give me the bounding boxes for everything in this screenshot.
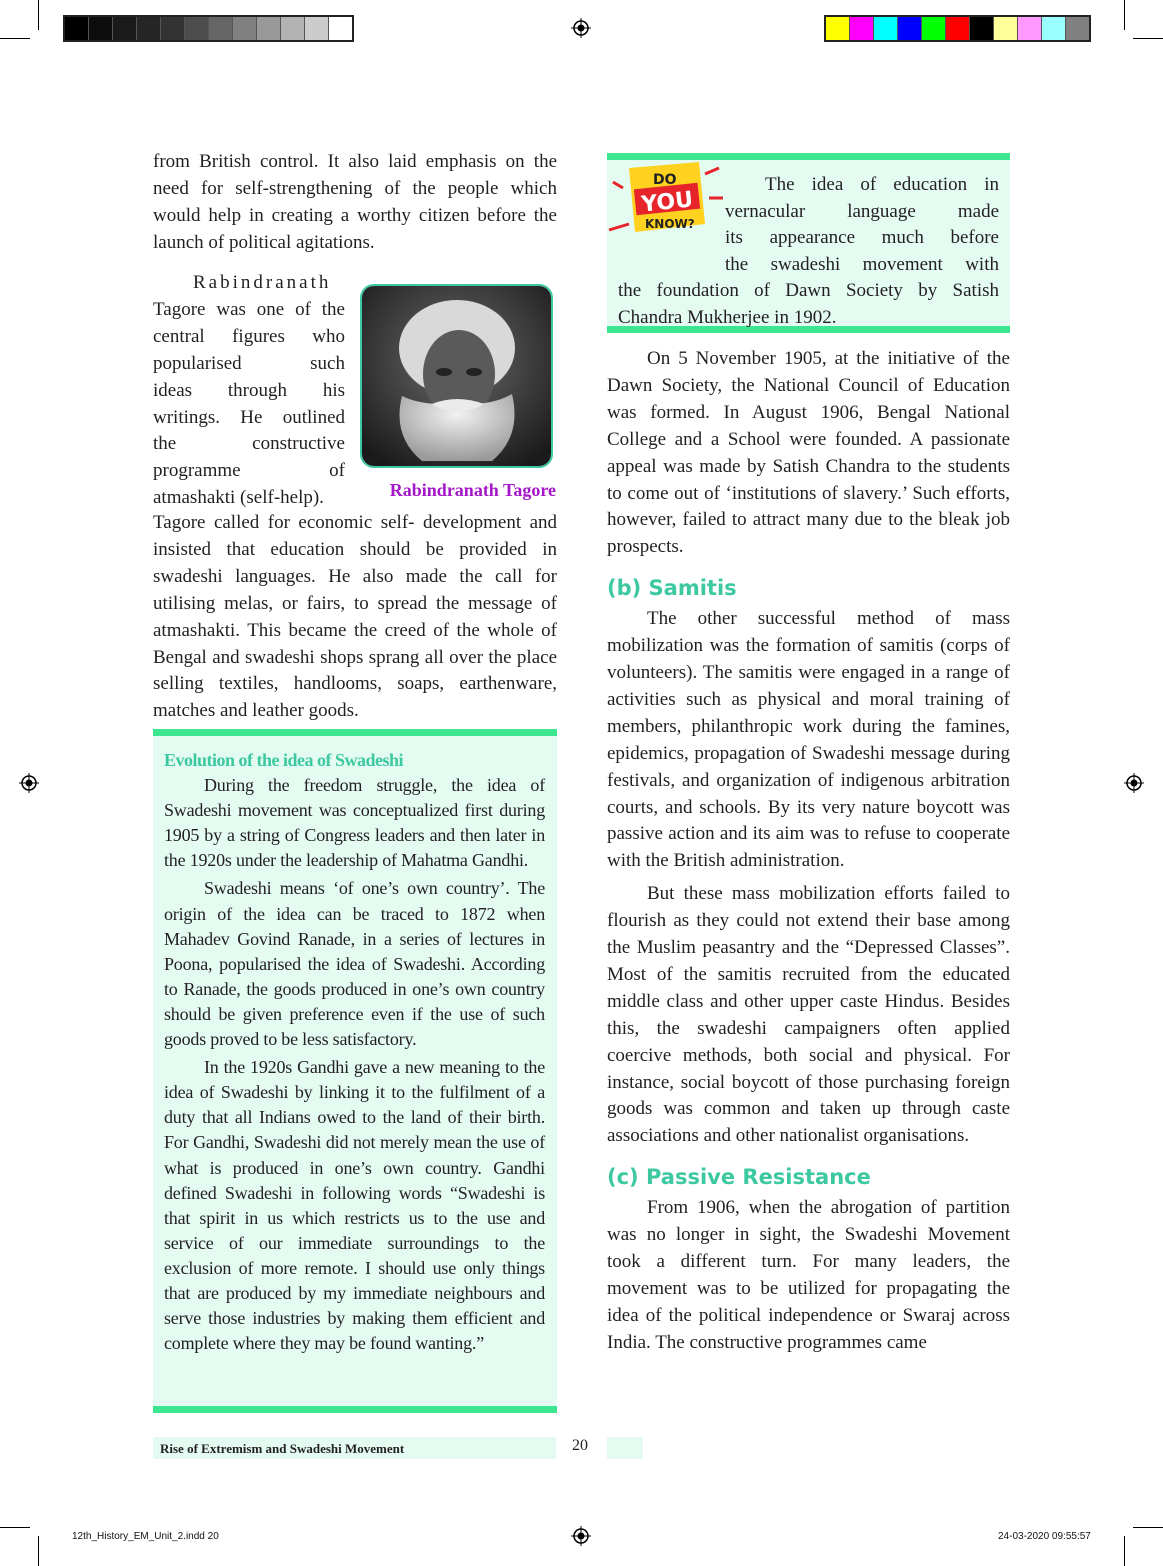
color-swatch — [281, 17, 305, 40]
color-swatch — [89, 17, 113, 40]
dyk-line: vernacular language made — [725, 200, 999, 222]
left-column-continued — [153, 510, 557, 725]
dyk-line: its appearance much before — [725, 227, 999, 249]
color-calibration-bar-color — [824, 15, 1091, 42]
color-swatch — [233, 17, 257, 40]
color-swatch — [1066, 17, 1089, 40]
svg-text:KNOW?: KNOW? — [645, 217, 695, 231]
color-swatch — [826, 17, 850, 40]
paragraph: from British control. It also laid emphasis on the need for self-strengthening of the people which would help in creating a worthy citizen before the launch of political agitations. — [153, 151, 557, 253]
color-swatch — [161, 17, 185, 40]
registration-mark-icon — [1124, 773, 1144, 793]
registration-mark-icon — [571, 18, 591, 38]
wrap-line: the constructive — [153, 433, 345, 455]
registration-mark-icon — [571, 1526, 591, 1546]
slug-filename: 12th_History_EM_Unit_2.indd 20 — [72, 1531, 219, 1542]
paragraph: From 1906, when the abrogation of partition was no longer in sight, the Swadeshi Movement took a different turn. For many leaders, the movement was to be utilized for propagating the idea of the political independence or Swaraj across India. The constructive programmes came — [607, 1197, 1010, 1353]
color-swatch — [113, 17, 137, 40]
color-swatch — [1018, 17, 1042, 40]
wrap-line: popularised such — [153, 352, 345, 374]
color-swatch — [329, 17, 352, 40]
color-swatch — [922, 17, 946, 40]
wrap-line: programme of — [153, 460, 345, 482]
registration-mark-icon — [19, 773, 39, 793]
paragraph: But these mass mobilization efforts failed to flourish as they could not extend their base among the Muslim peasantry and the “Depressed Classes”. Most of the samitis recruited from the educated middle class and other upper caste Hindus. Besides this, the swadeshi campaigners often applied coercive methods, both social and physical. For instance, social boycott of those purchasing foreign goods was common and taken up through caste associations and other nationalist organisations. — [607, 883, 1010, 1147]
wrap-line: writings. He outlined — [153, 406, 345, 428]
color-swatch — [1042, 17, 1066, 40]
color-swatch — [874, 17, 898, 40]
color-swatch — [850, 17, 874, 40]
color-swatch — [185, 17, 209, 40]
color-swatch — [209, 17, 233, 40]
wrap-line: Tagore was one of the — [153, 298, 345, 320]
paragraph: Tagore called for economic self- development and insisted that education should be provided in swadeshi languages. He also made the call for utilising melas, or fairs, to spread the message of atmashakti. This became the creed of the whole of Bengal and swadeshi shops sprang all over the place selling textiles, handlooms, soaps, earthenware, matches and leather goods. — [153, 512, 557, 722]
box-paragraph: In the 1920s Gandhi gave a new meaning to the idea of Swadeshi by linking it to the fulfilment of a duty that all Indians owed to the land of their birth. For Gandhi, Swadeshi did not merely mean the use of what is produced in one’s own country. Gandhi defined Swadeshi in following words “Swadeshi is that spirit in us which restricts us to the use and service of our immediate surroundings to the exclusion of more remote. I should use only things that are produced by my immediate neighbours and serve those industries by making them efficient and complete where they may be found wanting.” — [164, 1057, 545, 1354]
svg-text:YOU: YOU — [640, 187, 695, 218]
paragraph: The other successful method of mass mobilization was the formation of samitis (corps of volunteers). The samitis were engaged in a range of activities such as physical and moral training of members, philanthropic work during the famines, epidemics, propagation of Swadeshi message during festivals, and organization of indigenous arbitration courts, and schools. By its very nature boycott was passive action and its aim was to refuse to cooperate with the British administration. — [607, 608, 1010, 872]
wrap-line: atmashakti (self-help). — [153, 487, 324, 509]
wrap-line: central figures who — [153, 325, 345, 347]
photo-caption: Rabindranath Tagore — [389, 480, 556, 500]
color-swatch — [970, 17, 994, 40]
color-swatch — [65, 17, 89, 40]
page-number: 20 — [572, 1437, 588, 1454]
section-heading-samitis: (b) Samitis — [607, 576, 737, 601]
wrap-line: ideas through his — [153, 379, 345, 401]
section-heading-passive-resistance: (c) Passive Resistance — [607, 1165, 871, 1190]
tagore-wrap-lines — [153, 270, 345, 512]
do-you-know-box — [607, 153, 1010, 333]
color-swatch — [137, 17, 161, 40]
wrap-line: Rabindranath — [193, 272, 332, 293]
footer-chapter-title: Rise of Extremism and Swadeshi Movement — [160, 1441, 405, 1456]
color-calibration-bar-gray — [63, 15, 354, 42]
svg-text:DO: DO — [653, 172, 677, 188]
box-title: Evolution of the idea of Swadeshi — [164, 750, 404, 770]
color-swatch — [898, 17, 922, 40]
dyk-text-rest: the foundation of Dawn Society by Satish Chandra Mukherjee in 1902. — [618, 280, 999, 328]
dyk-line: The idea of education in — [765, 174, 999, 195]
evolution-of-swadeshi-box — [153, 729, 557, 1413]
color-swatch — [946, 17, 970, 40]
left-column — [153, 149, 557, 257]
box-paragraph: Swadeshi means ‘of one’s own country’. The origin of the idea can be traced to 1872 when Mahadev Govind Ranade, in a series of lectures in Poona, popularised the idea of Swadeshi. According to Ranade, the goods produced in one’s own country should be given preference even if the use of such goods proved to be less satisfactory. — [164, 878, 545, 1050]
color-swatch — [305, 17, 329, 40]
box-paragraph: During the freedom struggle, the idea of Swadeshi movement was conceptualized first during 1905 by a string of Congress leaders and then later in the 1920s under the leadership of Mahatma Gandhi. — [164, 775, 545, 871]
dyk-line: the swadeshi movement with — [725, 253, 999, 275]
paragraph: On 5 November 1905, at the initiative of the Dawn Society, the National Council of Education was formed. In August 1906, Bengal National College and a School were founded. A passionate appeal was made by Satish Chandra to the students to come out of ‘institutions of slavery.’ Such efforts, however, failed to attract many due to the bleak job prospects. — [607, 348, 1010, 558]
slug-timestamp: 24-03-2020 09:55:57 — [998, 1531, 1091, 1542]
right-column — [607, 346, 1010, 1357]
tagore-portrait — [360, 284, 553, 468]
color-swatch — [257, 17, 281, 40]
color-swatch — [994, 17, 1018, 40]
footer-box — [607, 1437, 643, 1459]
